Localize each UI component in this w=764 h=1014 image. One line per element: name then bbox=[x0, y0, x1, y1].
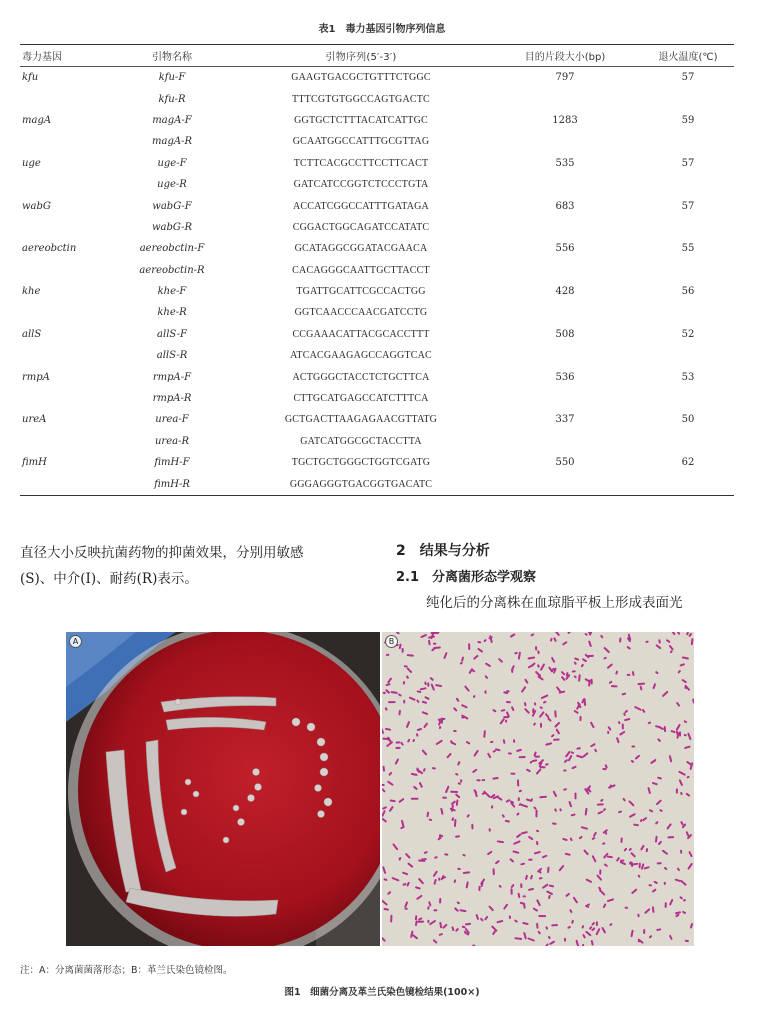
header-gene: 毒力基因 bbox=[20, 45, 110, 67]
bacterial-rod bbox=[523, 895, 526, 897]
fragment-size-cell: 1283 bbox=[552, 114, 578, 126]
annealing-temp-cell bbox=[642, 88, 734, 109]
fragment-size-cell: 535 bbox=[555, 157, 575, 169]
bacterial-rod bbox=[587, 655, 593, 657]
fragment-size-cell: 428 bbox=[555, 286, 575, 298]
fragment-size-cell: 683 bbox=[555, 200, 575, 212]
bacterial-rod bbox=[478, 886, 480, 891]
primer-name-cell: urea-F bbox=[155, 414, 189, 426]
annealing-temp-cell: 53 bbox=[681, 371, 695, 383]
sequence-cell: ACCATCGGCCATTTGATAGA bbox=[293, 200, 429, 212]
bacterial-rod bbox=[643, 929, 645, 934]
bacterial-rod bbox=[439, 898, 441, 904]
annealing-temp-cell: 59 bbox=[681, 114, 695, 126]
table-header-row bbox=[20, 45, 734, 67]
primer-name-cell: aereobctin-R bbox=[139, 264, 205, 276]
bacterial-rod bbox=[402, 648, 404, 653]
table-row bbox=[20, 409, 734, 430]
primer-name-cell: rmpA-R bbox=[152, 393, 192, 405]
bacterial-rod bbox=[607, 731, 609, 734]
primer-table bbox=[20, 44, 734, 496]
annealing-temp-cell bbox=[642, 388, 734, 409]
sequence-cell: CCGAAACATTACGCACCTTT bbox=[292, 328, 430, 340]
bacterial-rod bbox=[382, 784, 385, 786]
sequence-cell: TCTTCACGCCTTCCTTCACT bbox=[293, 157, 429, 169]
body-text-line: (S)、中介(I)、耐药(R)表示。 bbox=[20, 571, 198, 587]
bacterial-rod bbox=[471, 824, 473, 830]
bacterial-rod bbox=[390, 915, 392, 923]
table-row bbox=[20, 388, 734, 409]
primer-name-cell: fimH-R bbox=[110, 473, 234, 495]
bacterial-rod bbox=[665, 902, 667, 908]
table-row bbox=[20, 238, 734, 259]
bacterial-rod bbox=[403, 700, 405, 704]
bacterial-rod bbox=[519, 756, 526, 758]
gene-cell bbox=[20, 88, 110, 109]
header-primer-name: 引物名称 bbox=[110, 45, 234, 67]
bacterial-rod bbox=[563, 769, 566, 771]
fragment-size-cell bbox=[488, 302, 642, 323]
annealing-temp-cell bbox=[642, 131, 734, 152]
bacterial-rod bbox=[417, 921, 424, 923]
blood-agar-plate-image bbox=[66, 632, 380, 946]
bacterial-rod bbox=[510, 773, 515, 775]
primer-name-cell: khe-R bbox=[157, 307, 187, 319]
bacterial-rod bbox=[427, 682, 429, 686]
sequence-cell: TGATTGCATTCGCCACTGG bbox=[296, 286, 426, 298]
sequence-cell: TGCTGCTGGGCTGGTCGATG bbox=[291, 457, 431, 469]
table-row bbox=[20, 88, 734, 109]
body-text-right: 纯化后的分离株在血琼脂平板上形成表面光 bbox=[426, 595, 683, 611]
bacterial-rod bbox=[433, 643, 437, 645]
gene-cell: allS bbox=[22, 328, 42, 340]
gene-cell: aereobctin bbox=[22, 243, 77, 255]
gene-cell: wabG bbox=[22, 200, 51, 212]
header-sequence: 引物序列(5′-3′) bbox=[234, 45, 488, 67]
gene-cell bbox=[20, 174, 110, 195]
primer-name-cell: allS-R bbox=[156, 350, 188, 362]
bacterial-rod bbox=[528, 859, 532, 861]
header-annealing-temp: 退火温度(℃) bbox=[642, 45, 734, 67]
fragment-size-cell bbox=[488, 88, 642, 109]
gram-stain-panel bbox=[382, 632, 694, 946]
annealing-temp-cell: 50 bbox=[681, 414, 695, 426]
fragment-size-cell: 797 bbox=[555, 72, 575, 84]
fragment-size-cell bbox=[488, 473, 642, 495]
fragment-size-cell bbox=[488, 131, 642, 152]
table-row bbox=[20, 174, 734, 195]
bacterial-rod bbox=[460, 779, 462, 783]
gene-cell bbox=[20, 345, 110, 366]
gene-cell bbox=[20, 473, 110, 495]
primer-name-cell: khe-F bbox=[157, 286, 187, 298]
bacterial-rod bbox=[518, 797, 520, 801]
table-row bbox=[20, 195, 734, 216]
sequence-cell: ACTGGGCTACCTCTGCTTCA bbox=[292, 371, 430, 383]
gene-cell: khe bbox=[22, 286, 41, 298]
primer-name-cell: magA-F bbox=[152, 114, 192, 126]
annealing-temp-cell bbox=[642, 302, 734, 323]
bacterial-rod bbox=[631, 745, 635, 747]
bacterial-rod bbox=[395, 747, 400, 749]
annealing-temp-cell: 55 bbox=[681, 243, 695, 255]
fragment-size-cell bbox=[488, 174, 642, 195]
sequence-cell: GGGAGGGTGACGGTGACATC bbox=[234, 473, 488, 495]
bacterial-rod bbox=[574, 792, 576, 799]
fragment-size-cell bbox=[488, 345, 642, 366]
primer-name-cell: rmpA-F bbox=[152, 371, 192, 383]
primer-name-cell: uge-R bbox=[157, 179, 187, 191]
gram-stain-micrograph bbox=[382, 632, 694, 946]
colony-photo-panel bbox=[66, 632, 380, 946]
gene-cell bbox=[20, 131, 110, 152]
sequence-cell: GGTGCTCTTTACATCATTGC bbox=[294, 114, 428, 126]
table-row bbox=[20, 431, 734, 452]
bacterial-rod bbox=[387, 737, 389, 741]
subsection-heading: 2.1 分离菌形态学观察 bbox=[396, 570, 537, 585]
bacterial-rod bbox=[510, 888, 512, 895]
table-body bbox=[20, 67, 734, 496]
sequence-cell: TTTCGTGTGGCCAGTGACTC bbox=[292, 93, 430, 105]
bacterial-rod bbox=[620, 837, 622, 843]
fragment-size-cell: 508 bbox=[555, 328, 575, 340]
bacterial-rod bbox=[493, 868, 495, 875]
gene-cell: rmpA bbox=[22, 371, 50, 383]
bacterial-rod bbox=[579, 716, 581, 721]
gene-cell: kfu bbox=[22, 72, 39, 84]
bacterial-rod bbox=[427, 920, 429, 923]
bacterial-rod bbox=[388, 701, 396, 703]
primer-name-cell: wabG-R bbox=[151, 221, 192, 233]
primer-name-cell: fimH-F bbox=[154, 457, 190, 469]
bacterial-rod bbox=[476, 779, 480, 781]
fragment-size-cell: 337 bbox=[555, 414, 575, 426]
bacterial-rod bbox=[457, 868, 461, 870]
fragment-size-cell: 550 bbox=[555, 457, 575, 469]
primer-name-cell: wabG-F bbox=[152, 200, 192, 212]
fragment-size-cell bbox=[488, 431, 642, 452]
primer-name-cell: kfu-F bbox=[158, 72, 186, 84]
bacterial-rod bbox=[679, 731, 681, 736]
bacterial-rod bbox=[535, 646, 537, 650]
fragment-size-cell bbox=[488, 388, 642, 409]
table-row bbox=[20, 473, 734, 495]
sequence-cell: GCAATGGCCATTTGCGTTAG bbox=[292, 136, 430, 148]
sequence-cell: GATCATGGCGCTACCTTA bbox=[300, 435, 422, 447]
annealing-temp-cell bbox=[642, 217, 734, 238]
figure-1 bbox=[66, 632, 694, 946]
annealing-temp-cell bbox=[642, 431, 734, 452]
header-fragment-size: 目的片段大小(bp) bbox=[488, 45, 642, 67]
sequence-cell: ATCACGAAGAGCCAGGTCAC bbox=[290, 350, 432, 362]
figure-caption: 图1 细菌分离及革兰氏染色镜检结果(100×) bbox=[284, 987, 480, 998]
table-row bbox=[20, 131, 734, 152]
annealing-temp-cell: 57 bbox=[681, 72, 695, 84]
panel-b-label: B bbox=[385, 635, 398, 648]
table-row bbox=[20, 153, 734, 174]
bacterial-rod bbox=[627, 674, 631, 676]
fragment-size-cell bbox=[488, 260, 642, 281]
table-row bbox=[20, 67, 734, 89]
bacterial-rod bbox=[591, 679, 593, 685]
bacterial-rod bbox=[511, 669, 513, 674]
sequence-cell: GAAGTGACGCTGTTTCTGGC bbox=[291, 72, 431, 84]
figure-note: 注：A：分离菌菌落形态；B：革兰氏染色镜检图。 bbox=[20, 965, 233, 976]
table-row bbox=[20, 452, 734, 473]
bacterial-rod bbox=[535, 810, 537, 818]
gene-cell bbox=[20, 388, 110, 409]
sequence-cell: GGTCAACCCAACGATCCTG bbox=[294, 307, 428, 319]
table-row bbox=[20, 217, 734, 238]
bacterial-rod bbox=[622, 723, 624, 729]
section-heading: 2 结果与分析 bbox=[396, 543, 490, 559]
bacterial-rod bbox=[509, 915, 511, 919]
primer-name-cell: kfu-R bbox=[158, 93, 186, 105]
bacterial-rod bbox=[484, 690, 486, 694]
annealing-temp-cell bbox=[642, 174, 734, 195]
annealing-temp-cell: 57 bbox=[681, 200, 695, 212]
table-row bbox=[20, 260, 734, 281]
fragment-size-cell: 556 bbox=[555, 243, 575, 255]
bacterial-rod bbox=[396, 741, 401, 743]
sequence-cell: GATCATCCGGTCTCCCTGTA bbox=[293, 179, 429, 191]
table-row bbox=[20, 366, 734, 387]
bacterial-rod bbox=[442, 797, 447, 799]
primer-name-cell: urea-R bbox=[154, 435, 189, 447]
bacterial-rod bbox=[620, 860, 624, 862]
body-text-line: 直径大小反映抗菌药物的抑菌效果，分别用敏感 bbox=[20, 545, 304, 561]
annealing-temp-cell: 52 bbox=[681, 328, 695, 340]
gene-cell bbox=[20, 217, 110, 238]
bacterial-rod bbox=[676, 788, 678, 793]
annealing-temp-cell: 62 bbox=[681, 457, 695, 469]
gene-cell: fimH bbox=[22, 457, 47, 469]
table-row bbox=[20, 345, 734, 366]
table-row bbox=[20, 324, 734, 345]
primer-name-cell: uge-F bbox=[157, 157, 187, 169]
fragment-size-cell bbox=[488, 217, 642, 238]
primer-name-cell: allS-F bbox=[157, 328, 187, 340]
gene-cell bbox=[20, 260, 110, 281]
bacterial-rod bbox=[517, 779, 519, 786]
panel-a-label: A bbox=[69, 635, 82, 648]
bacterial-rod bbox=[596, 921, 598, 926]
bacterial-rod bbox=[648, 884, 652, 886]
table-title: 表1 毒力基因引物序列信息 bbox=[318, 24, 446, 35]
gene-cell: magA bbox=[22, 114, 52, 126]
table-row bbox=[20, 110, 734, 131]
gene-cell: uge bbox=[22, 157, 41, 169]
annealing-temp-cell bbox=[642, 345, 734, 366]
bacterial-rod bbox=[506, 690, 510, 692]
annealing-temp-cell: 57 bbox=[681, 157, 695, 169]
bacterial-rod bbox=[411, 798, 419, 800]
bacterial-rod bbox=[611, 685, 618, 687]
gene-cell bbox=[20, 302, 110, 323]
annealing-temp-cell: 56 bbox=[681, 286, 695, 298]
bacterial-rod bbox=[482, 779, 486, 781]
bacterial-rod bbox=[667, 836, 674, 838]
sequence-cell: CACAGGGCAATTGCTTACCT bbox=[292, 264, 430, 276]
bacterial-rod bbox=[599, 869, 601, 874]
annealing-temp-cell bbox=[642, 260, 734, 281]
table-row bbox=[20, 302, 734, 323]
sequence-cell: GCTGACTTAAGAGAACGTTATG bbox=[284, 414, 438, 426]
body-text-left bbox=[20, 540, 370, 592]
primer-name-cell: magA-R bbox=[152, 136, 192, 148]
bacterial-rod bbox=[657, 862, 662, 864]
fragment-size-cell: 536 bbox=[555, 371, 575, 383]
bacterial-rod bbox=[540, 723, 542, 728]
annealing-temp-cell bbox=[642, 473, 734, 495]
gene-cell bbox=[20, 431, 110, 452]
sequence-cell: CTTGCATGAGCCATCTTTCA bbox=[293, 393, 429, 405]
bacterial-rod bbox=[538, 915, 546, 917]
primer-name-cell: aereobctin-F bbox=[139, 243, 205, 255]
table-row bbox=[20, 281, 734, 302]
bacterial-rod bbox=[534, 756, 540, 758]
bacterial-rod bbox=[520, 883, 522, 888]
sequence-cell: CGGACTGGCAGATCCATATC bbox=[292, 221, 430, 233]
bacterial-rod bbox=[602, 768, 606, 770]
bacterial-rod bbox=[450, 791, 458, 793]
bacterial-rod bbox=[468, 643, 470, 650]
sequence-cell: GCATAGGCGGATACGAACA bbox=[294, 243, 428, 255]
gene-cell: ureA bbox=[22, 414, 47, 426]
